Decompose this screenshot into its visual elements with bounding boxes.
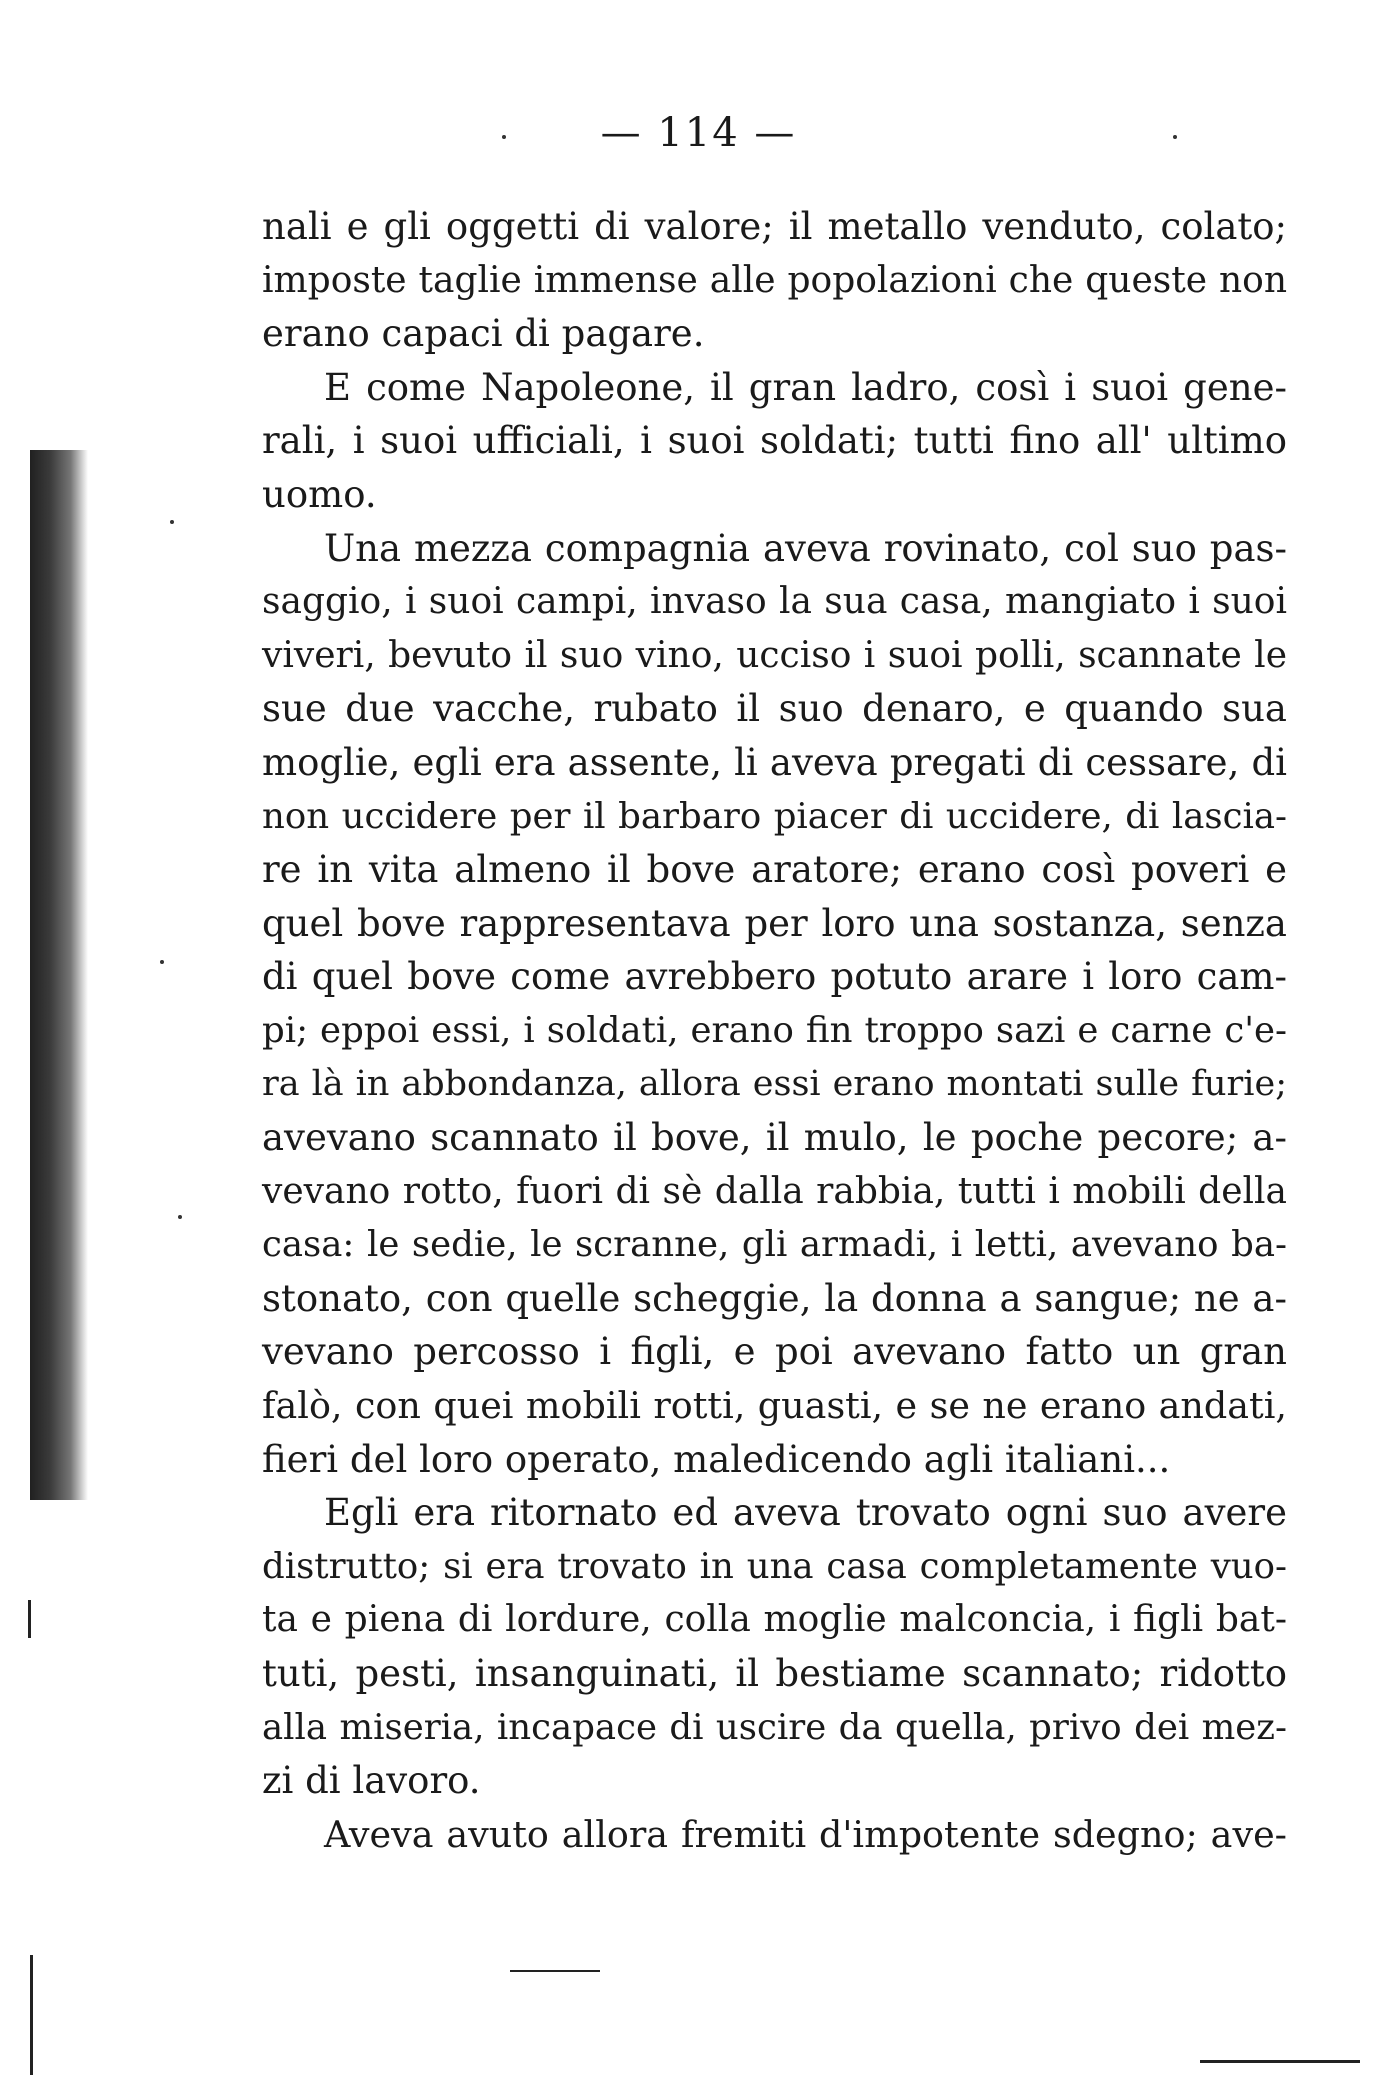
text-line: saggio, i suoi campi, invaso la sua casa, mangiato i suoi bbox=[262, 581, 1287, 623]
text-line: stonato, con quelle scheggie, la donna a sangue; ne a- bbox=[262, 1276, 1287, 1320]
text-line: re in vita almeno il bove aratore; erano così poveri e bbox=[262, 848, 1287, 892]
text-line: nali e gli oggetti di valore; il metallo venduto, colato; bbox=[262, 205, 1287, 248]
text-line: non uccidere per il barbaro piacer di uccidere, di lascia- bbox=[262, 795, 1287, 837]
text-line: pi; eppoi essi, i soldati, erano fin troppo sazi e carne c'e- bbox=[262, 1009, 1287, 1051]
paragraph-start: Egli era ritornato ed aveva trovato ogni suo avere bbox=[324, 1491, 1287, 1535]
text-line: tuti, pesti, insanguinati, il bestiame scannato; ridotto bbox=[262, 1652, 1287, 1696]
text-line: ta e piena di lordure, colla moglie malconcia, i figli bat- bbox=[262, 1599, 1287, 1641]
text-line: quel bove rappresentava per loro una sostanza, senza bbox=[262, 901, 1287, 945]
text-line: di quel bove come avrebbero potuto arare i loro cam- bbox=[262, 955, 1287, 999]
text-line: ra là in abbondanza, allora essi erano montati sulle furie; bbox=[262, 1063, 1287, 1104]
text-line: casa: le sedie, le scranne, gli armadi, i letti, avevano ba- bbox=[262, 1224, 1287, 1266]
scan-edge-mark bbox=[28, 1600, 31, 1638]
text-line: imposte taglie immense alle popolazioni che queste non bbox=[262, 259, 1287, 301]
text-line: erano capaci di pagare. bbox=[262, 312, 705, 356]
text-line: zi di lavoro. bbox=[262, 1759, 481, 1803]
scan-edge-mark bbox=[1200, 2060, 1360, 2063]
text-line: vevano percosso i figli, e poi avevano fatto un gran bbox=[262, 1330, 1287, 1374]
paragraph-start: Una mezza compagnia aveva rovinato, col suo pas- bbox=[324, 526, 1287, 570]
text-line: alla miseria, incapace di uscire da quella, privo dei mez- bbox=[262, 1706, 1287, 1748]
text-line: distrutto; si era trovato in una casa completamente vuo- bbox=[262, 1545, 1287, 1587]
scan-speck bbox=[170, 520, 174, 524]
text-line: uomo. bbox=[262, 472, 377, 516]
text-line: falò, con quei mobili rotti, guasti, e se ne erano andati, bbox=[262, 1384, 1287, 1428]
page-number: — 114 — bbox=[600, 110, 797, 156]
text-line: moglie, egli era assente, li aveva pregati di cessare, di bbox=[262, 740, 1287, 784]
text-line: sue due vacche, rubato il suo denaro, e quando sua bbox=[262, 687, 1287, 731]
scan-edge-mark bbox=[30, 1955, 33, 2075]
text-line: fieri del loro operato, maledicendo agli italiani... bbox=[262, 1437, 1171, 1481]
text-line: vevano rotto, fuori di sè dalla rabbia, tutti i mobili della bbox=[262, 1170, 1287, 1212]
body-text bbox=[262, 200, 1287, 1861]
scan-speck bbox=[160, 960, 164, 964]
scan-edge-mark bbox=[510, 1970, 600, 1972]
paragraph-start: E come Napoleone, il gran ladro, così i suoi gene- bbox=[324, 365, 1287, 409]
text-line: rali, i suoi ufficiali, i suoi soldati; tutti fino all' ultimo bbox=[262, 419, 1287, 463]
text-line: avevano scannato il bove, il mulo, le poche pecore; a- bbox=[262, 1116, 1287, 1160]
text-line: viveri, bevuto il suo vino, ucciso i suoi polli, scannate le bbox=[262, 634, 1287, 676]
scan-speck bbox=[178, 1215, 182, 1219]
binding-shadow bbox=[30, 450, 88, 1500]
paragraph-start: Aveva avuto allora fremiti d'impotente sdegno; ave- bbox=[324, 1812, 1287, 1856]
